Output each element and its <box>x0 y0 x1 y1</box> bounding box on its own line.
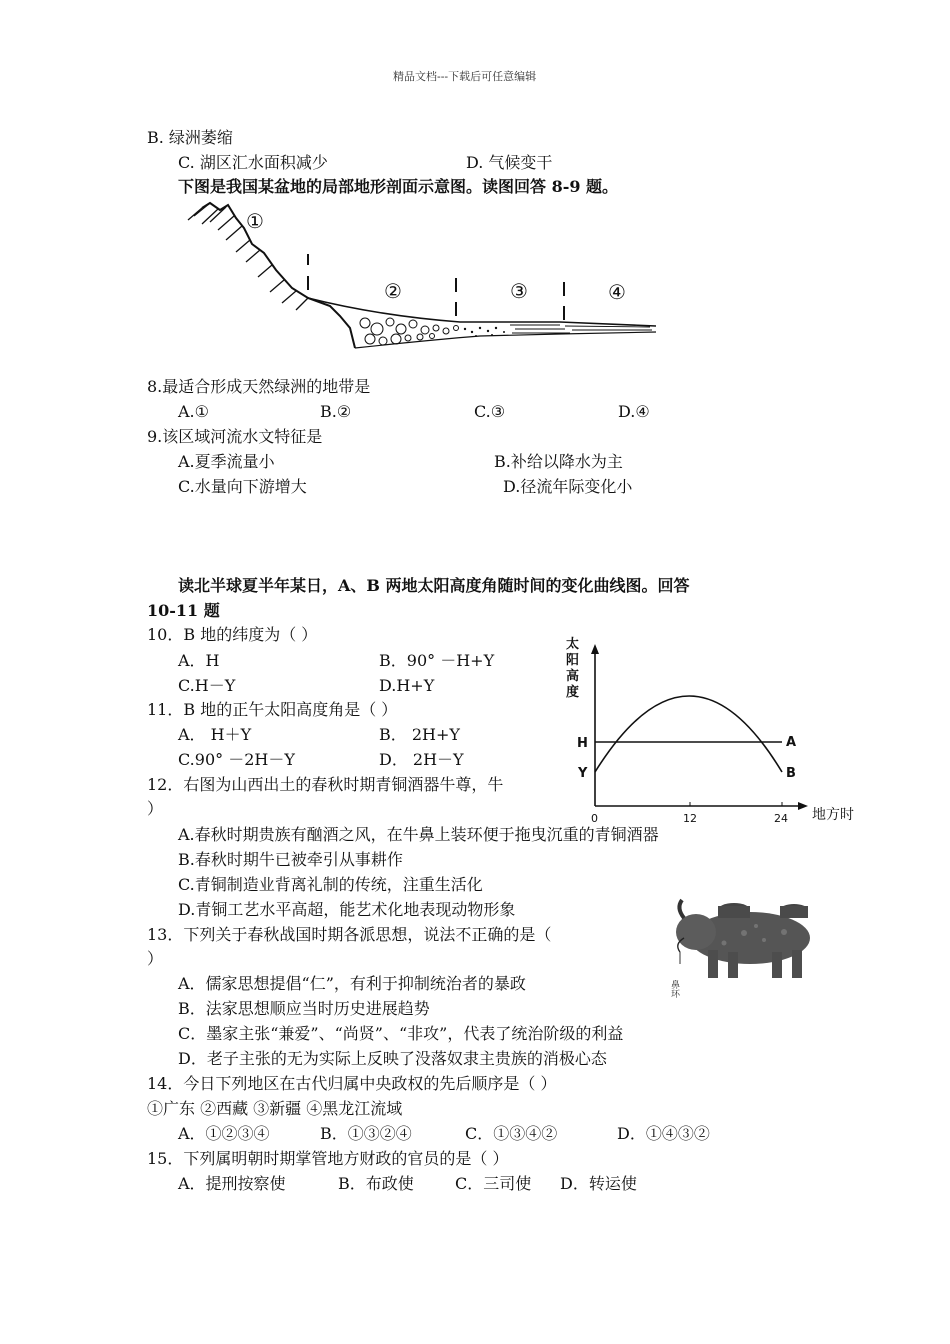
q12-stem-line1: 12．右图为山西出土的春秋时期青铜酒器牛尊，牛 <box>147 775 504 794</box>
q8-option-d: D.④ <box>618 402 650 421</box>
q15-option-c: C．三司使 <box>455 1174 532 1193</box>
q9-option-a: A.夏季流量小 <box>178 452 275 471</box>
q13-stem-line2: ） <box>147 949 164 968</box>
chart-ytick-y: Y <box>578 766 588 781</box>
q15-option-b: B．布政使 <box>338 1174 414 1193</box>
q10-stem: 10．B 地的纬度为（ ） <box>147 625 318 644</box>
q12-option-b: B.春秋时期牛已被牵引从事耕作 <box>178 850 403 869</box>
curve-a-label: A <box>786 735 797 750</box>
terrain-label-1: ① <box>246 209 264 233</box>
q15-stem: 15．下列属明朝时期掌管地方财政的官员的是（ ） <box>147 1149 509 1168</box>
q14-option-c: C．①③④② <box>465 1124 558 1143</box>
terrain-label-4: ④ <box>608 280 626 304</box>
q14-option-d: D．①④③② <box>617 1124 710 1143</box>
q8-stem: 8.最适合形成天然绿洲的地带是 <box>147 377 371 396</box>
terrain-profile-diagram <box>180 198 660 358</box>
chart-xtick-12: 12 <box>683 812 697 825</box>
q11-stem: 11．B 地的正午太阳高度角是（ ） <box>147 700 398 719</box>
q15-option-a: A．提刑按察使 <box>178 1174 286 1193</box>
q9-stem: 9.该区域河流水文特征是 <box>147 427 323 446</box>
page-header-watermark: 精品文档---下载后可任意编辑 <box>393 70 537 83</box>
q8-option-c: C.③ <box>474 402 506 421</box>
chart-ylabel-char-3: 高 <box>566 669 580 684</box>
q14-option-b: B．①③②④ <box>320 1124 412 1143</box>
q8-option-a: A.① <box>178 402 209 421</box>
q11-option-a: A． H＋Y <box>178 725 252 744</box>
q11-option-c: C.90° －2H－Y <box>178 750 295 769</box>
q9-option-b: B.补给以降水为主 <box>494 452 623 471</box>
q14-items: ①广东 ②西藏 ③新疆 ④黑龙江流域 <box>147 1099 403 1118</box>
q7-option-d: D. 气候变干 <box>466 153 553 172</box>
q12-option-d: D.青铜工艺水平高超，能艺术化地表现动物形象 <box>178 900 516 919</box>
chart-xtick-0: 0 <box>591 812 598 825</box>
chart-ytick-h: H <box>577 736 588 751</box>
q14-option-a: A．①②③④ <box>178 1124 270 1143</box>
solar-altitude-chart <box>560 630 870 830</box>
q15-option-d: D．转运使 <box>560 1174 637 1193</box>
chart-ylabel-char-2: 阳 <box>566 653 580 668</box>
q10-11-intro-line1: 读北半球夏半年某日，A、B 两地太阳高度角随时间的变化曲线图。回答 <box>178 576 690 595</box>
chart-xlabel: 地方时 <box>812 807 854 823</box>
q11-option-d: D． 2H－Y <box>379 750 464 769</box>
bronze-ox-zun-photo <box>664 888 824 998</box>
q12-option-a: A.春秋时期贵族有酗酒之风，在牛鼻上装环便于拖曳沉重的青铜酒器 <box>178 825 659 844</box>
q7-option-c: C. 湖区汇水面积减少 <box>178 153 328 172</box>
q14-stem: 14．今日下列地区在古代归属中央政权的先后顺序是（ ） <box>147 1074 557 1093</box>
chart-ylabel-char-1: 太 <box>566 637 580 652</box>
chart-xtick-24: 24 <box>774 812 788 825</box>
q7-option-b: B. 绿洲萎缩 <box>147 128 233 147</box>
q9-option-c: C.水量向下游增大 <box>178 477 307 496</box>
q13-stem-line1: 13．下列关于春秋战国时期各派思想，说法不正确的是（ <box>147 925 552 944</box>
q13-option-a: A．儒家思想提倡“仁”，有利于抑制统治者的暴政 <box>178 974 526 993</box>
q8-9-intro: 下图是我国某盆地的局部地形剖面示意图。读图回答 8-9 题。 <box>178 177 619 196</box>
q10-option-c: C.H－Y <box>178 676 236 695</box>
q11-option-b: B． 2H+Y <box>379 725 460 744</box>
q12-stem-line2: ） <box>147 799 164 818</box>
q10-option-b: B．90° －H+Y <box>379 651 495 670</box>
photo-caption-nose-ring: 鼻环 <box>669 980 679 998</box>
q10-11-intro-line2: 10-11 题 <box>147 601 220 620</box>
q13-option-c: C．墨家主张“兼爱”、“尚贤”、“非攻”，代表了统治阶级的利益 <box>178 1024 624 1043</box>
curve-b <box>595 696 782 772</box>
q8-option-b: B.② <box>320 402 352 421</box>
curve-b-label: B <box>786 766 796 781</box>
q13-option-b: B．法家思想顺应当时历史进展趋势 <box>178 999 430 1018</box>
chart-ylabel-char-4: 度 <box>566 685 580 700</box>
q12-option-c: C.青铜制造业背离礼制的传统，注重生活化 <box>178 875 483 894</box>
q10-option-a: A．H <box>178 651 220 670</box>
terrain-label-3: ③ <box>510 279 528 303</box>
terrain-label-2: ② <box>384 279 402 303</box>
q10-option-d: D.H+Y <box>379 676 435 695</box>
q13-option-d: D．老子主张的无为实际上反映了没落奴隶主贵族的消极心态 <box>178 1049 607 1068</box>
q9-option-d: D.径流年际变化小 <box>503 477 633 496</box>
